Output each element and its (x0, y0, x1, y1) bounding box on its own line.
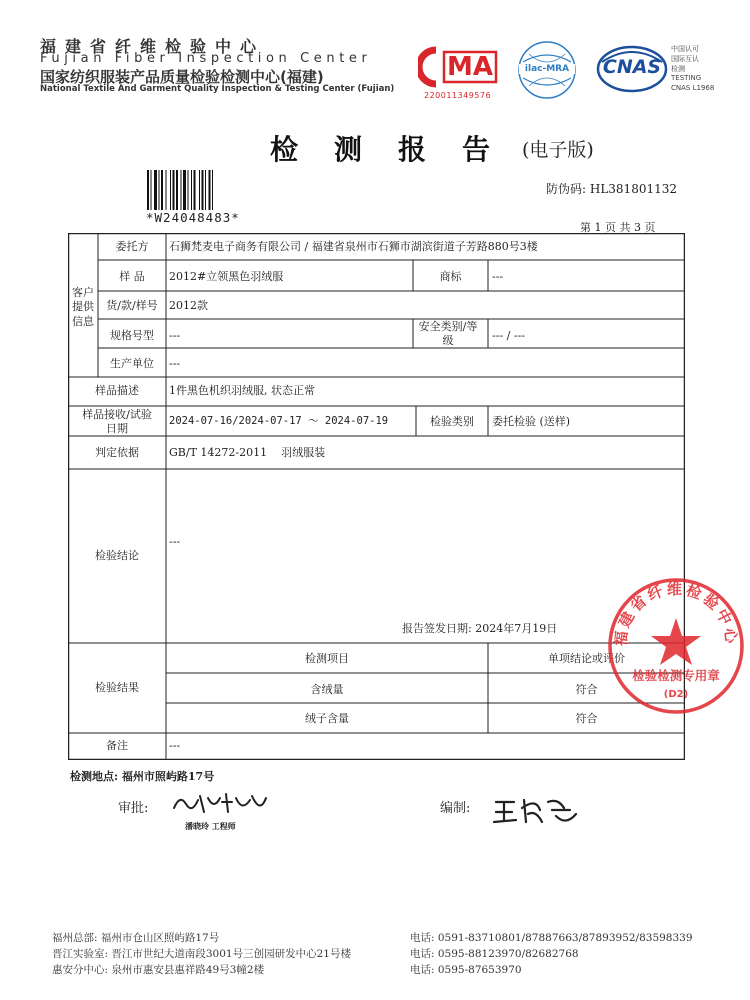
barcode-bar (176, 170, 178, 210)
conclusion-value: --- (169, 535, 181, 548)
report-subtitle: (电子版) (522, 139, 594, 161)
anti-fake-code: 防伪码: HL381801132 (546, 182, 678, 196)
issue-date: 报告签发日期: 2024年7月19日 (402, 622, 558, 635)
stamp-code: (D2) (663, 689, 689, 700)
page-number: 第 1 页 共 3 页 (580, 221, 656, 234)
cnas-text: CNAS (602, 56, 662, 78)
cnas-side-1: 中国认可 (671, 45, 699, 53)
barcode-text: *W24048483* (146, 210, 240, 225)
brand-value: --- (492, 270, 504, 283)
barcode-bar (154, 170, 157, 210)
address-huian: 惠安分中心: 泉州市惠安县惠祥路49号3幢2楼 (52, 964, 265, 976)
compiler-signature (492, 796, 582, 826)
dates-value: 2024-07-16/2024-07-17 ～ 2024-07-19 (169, 415, 389, 427)
spec-label: 规格号型 (110, 329, 154, 342)
approver-signature (170, 790, 270, 816)
inspection-type-value: 委托检验 (送样) (492, 415, 571, 428)
report-title: 检测报告 (270, 133, 527, 166)
result-header-verdict: 单项结论或评价 (548, 652, 625, 665)
brand-label: 商标 (439, 270, 462, 283)
conclusion-label: 检验结论 (95, 549, 139, 562)
cnas-side-2: 国际互认 (671, 55, 699, 63)
phone-huian: 电话: 0595-87653970 (410, 964, 522, 976)
consignor-label: 委托方 (115, 240, 149, 253)
barcode-bar (161, 170, 163, 210)
barcode-bar (166, 170, 167, 210)
cnas-logo (596, 44, 736, 98)
barcode-bar (191, 170, 192, 210)
result-label: 检验结果 (95, 681, 139, 694)
official-stamp (606, 576, 746, 716)
stamp-ring-text: 福建省纤维检验中心 (611, 580, 741, 648)
barcode-bar (202, 170, 204, 210)
compile-label: 编制: (440, 801, 471, 816)
ilac-logo (515, 40, 579, 100)
result-header-item: 检测项目 (305, 652, 349, 665)
org-name-national-cn: 国家纺织服装产品质量检验检测中心(福建) (40, 68, 324, 86)
cnas-side-5: CNAS L1968 (671, 84, 715, 92)
sample-label: 样 品 (119, 270, 145, 283)
cma-logo (418, 44, 500, 100)
stamp-center-text: 检验检测专用章 (632, 668, 720, 683)
barcode-bar (159, 170, 160, 210)
phone-jinjiang: 电话: 0595-88123970/82682768 (410, 948, 579, 960)
result-verdict-2: 符合 (575, 712, 598, 725)
barcode-bar (199, 170, 200, 210)
basis-value: GB/T 14272-2011 羽绒服装 (169, 446, 326, 459)
barcode-bar (194, 170, 196, 210)
org-name-cn: 福建省纤维检验中心 (40, 37, 266, 56)
style-value: 2012款 (169, 299, 208, 312)
cnas-side-4: TESTING (671, 74, 702, 82)
result-verdict-1: 符合 (575, 683, 598, 696)
test-location: 检测地点: 福州市照屿路17号 (70, 770, 215, 783)
approve-label: 审批: (118, 801, 149, 816)
producer-value: --- (169, 357, 181, 370)
barcode-bar (170, 170, 171, 210)
org-name-national-en: National Textile And Garment Quality Inspection & Testing Center (Fujian) (40, 84, 395, 94)
barcode (146, 170, 242, 210)
dates-label: 样品接收/试验日期 (82, 408, 152, 435)
result-item-1: 含绒量 (310, 683, 344, 696)
barcode-bar (188, 170, 189, 210)
style-label: 货/款/样号 (106, 299, 158, 312)
barcode-bar (209, 170, 211, 210)
barcode-bar (183, 170, 186, 210)
description-value: 1件黑色机织羽绒服, 状态正常 (169, 384, 315, 397)
phone-fuzhou: 电话: 0591-83710801/87887663/87893952/83598339 (410, 932, 693, 944)
safety-label: 安全类别/等级 (418, 320, 478, 347)
barcode-bar (205, 170, 206, 210)
description-label: 样品描述 (95, 384, 139, 397)
producer-label: 生产单位 (110, 357, 154, 370)
inspection-type-label: 检验类别 (430, 415, 474, 428)
safety-value: --- / --- (492, 329, 525, 342)
consignor-value: 石狮梵麦电子商务有限公司 / 福建省泉州市石狮市湖滨街道子芳路880号3楼 (169, 240, 538, 253)
barcode-bar (147, 170, 149, 210)
cma-text: MA (447, 52, 493, 82)
barcode-bar (173, 170, 175, 210)
sample-value: 2012#立领黑色羽绒服 (169, 270, 284, 283)
barcode-bar (212, 170, 213, 210)
barcode-bar (181, 170, 182, 210)
cma-number: 220011349576 (424, 91, 492, 100)
remark-label: 备注 (106, 739, 128, 752)
remark-value: --- (169, 739, 181, 752)
client-info-group-label: 客户 提供 信息 (72, 286, 94, 328)
cnas-side-3: 检测 (671, 65, 685, 73)
address-fuzhou: 福州总部: 福州市仓山区照屿路17号 (52, 932, 220, 944)
barcode-bar (151, 170, 152, 210)
spec-value: --- (169, 329, 181, 342)
approver-title: 潘晓玲 工程师 (185, 821, 236, 831)
basis-label: 判定依据 (95, 446, 139, 459)
result-item-2: 绒子含量 (305, 712, 349, 725)
address-jinjiang: 晋江实验室: 晋江市世纪大道南段3001号三创园研发中心21号楼 (52, 948, 351, 960)
ilac-text: ilac-MRA (519, 64, 575, 74)
org-name-en: Fujian Fiber Inspection Center (40, 51, 372, 66)
